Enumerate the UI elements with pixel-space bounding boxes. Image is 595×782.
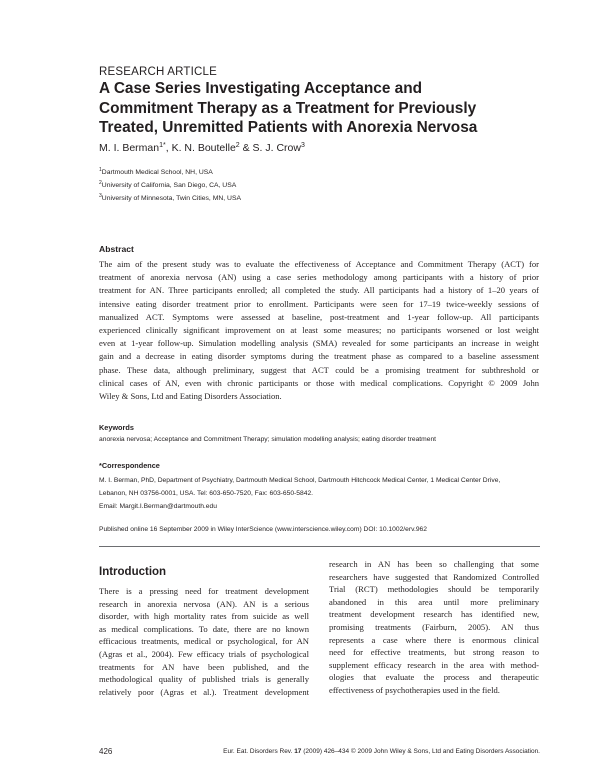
abstract-line: even at 1-year follow-up. Simulation modelling analysis (SMA) revealed for some participants an increase in weight [99,338,539,349]
affiliation-number: 1 [99,167,102,173]
abstract-line: gain and a decrease in eating disorder symptoms during the treatment phase as compared to a baseline assessment [99,351,539,362]
keywords-text: anorexia nervosa; Acceptance and Commitment Therapy; simulation modelling analysis; eating disorder treatment [99,436,437,443]
body-line: Trial (RCT) methodologies should be temporarily [329,584,539,595]
author-affiliation-mark: 1* [159,142,166,149]
affiliation [99,166,241,179]
introduction-heading: Introduction [99,566,167,578]
correspondence-text [99,474,539,514]
abstract-line: phase. These data, although preliminary, suggest that ACT could be a promising treatment for subthreshold or [99,364,539,375]
body-line: relatively poor (Agras et al.). Treatment development [99,686,309,697]
body-line: ologies that evaluate the process and therapeutic [329,672,539,683]
affiliations [99,166,241,205]
introduction-right-column [329,558,539,697]
author-affiliation-mark: 3 [300,142,305,149]
affiliation-text: Dartmouth Medical School, NH, USA [101,169,213,176]
affiliation [99,192,241,205]
footer-copyright: (2009) 426–434 © 2009 John Wiley & Sons, Ltd and Eating Disorders Association. [301,748,540,755]
body-line: methodological quality of published trials is generally [99,674,309,685]
body-line: efficacious treatments, medical or psychological, for AN [99,636,309,647]
body-line: need for effective treatments, but strong reason to [329,647,539,658]
footer-citation [223,748,540,755]
article-title [99,79,539,138]
abstract-body [99,258,539,403]
body-line: researchers have suggested that Randomized Controlled [329,571,539,582]
abstract-line: Wiley & Sons, Ltd and Eating Disorders Association. [99,391,282,402]
author-affiliation-mark: 2 [235,142,240,149]
abstract-line: treatment for AN. Three participants enrolled; all completed the study. All participants had a history of 1–20 years of [99,285,539,296]
abstract-line: clinical cases of AN, even with chronic participants or those with medical complications. Copyright © 2009 John [99,377,539,388]
title-line: Treated, Unremitted Patients with Anorexia Nervosa [99,119,478,136]
affiliation-number: 2 [99,180,102,186]
author-separator: , [165,142,172,154]
abstract-line: intensive eating disorder treatment prior to enrollment. Participants were seen for 17–19 twice-weekly sessions of [99,298,539,309]
body-line: research in AN has been so challenging that some [329,559,539,569]
correspondence-line: M. I. Berman, PhD, Department of Psychiatry, Dartmouth Medical School, Dartmouth Hitchcock Medical Center, 1 Medical Center Drive, [99,477,501,484]
affiliation-text: University of Minnesota, Twin Cities, MN, USA [101,195,242,202]
author-name: S. J. Crow [252,142,301,154]
body-line: (Agras et al., 2004). Few efficacy trials of psychological [99,648,309,659]
affiliation [99,179,241,192]
author-list [99,142,305,154]
keywords-heading: Keywords [99,423,134,432]
abstract-line: manualized ACT. Symptoms were assessed at baseline, post-treatment and 1-year follow-up. All participants [99,311,539,322]
footer-journal-name: Eur. Eat. Disorders Rev. [223,748,295,755]
body-line: There is a pressing need for treatment development [99,586,309,596]
body-line: represents a case where there is enormous clinical [329,634,539,645]
body-line: treatments for AN have been published, and the [99,661,309,672]
publication-info: Published online 16 September 2009 in Wiley InterScience (www.interscience.wiley.com) DOI: 10.1002/erv.962 [99,526,427,533]
body-line: treatment development research has identified new, [329,609,539,620]
author-name: M. I. Berman [99,142,160,154]
abstract-line: The aim of the present study was to evaluate the effectiveness of Acceptance and Commitment Therapy (ACT) for [99,259,539,269]
abstract-line: treatment of anorexia nervosa (AN) using a case series methodology among participants with a history of prior [99,272,539,283]
page-number: 426 [99,747,113,756]
author-name: K. N. Boutelle [171,142,236,154]
correspondence-line: Lebanon, NH 03756-0001, USA. Tel: 603-650-7520, Fax: 603-650-5842. [99,490,314,498]
body-line: disorder, with high mortality rates from suicide as well [99,611,309,622]
footer-volume: 17 [294,748,302,755]
affiliation-text: University of California, San Diego, CA, USA [101,182,237,189]
introduction-left-column [99,585,309,698]
author-separator: & [239,142,253,154]
correspondence-email[interactable]: Email: Margit.I.Berman@dartmouth.edu [99,503,217,511]
abstract-heading: Abstract [99,244,134,254]
correspondence-heading: *Correspondence [99,461,160,470]
affiliation-number: 3 [99,193,102,199]
body-line: promising treatments (Fairburn, 2005). AN thus [329,621,539,632]
title-line: Commitment Therapy as a Treatment for Previously [99,99,477,117]
body-line: effectiveness of psychotherapies used in the field. [329,684,500,695]
body-line: research in anorexia nervosa (AN). AN is a serious [99,598,309,609]
body-line: as medical complications. To date, there are no known [99,623,309,634]
title-line: A Case Series Investigating Acceptance and [99,80,423,97]
section-divider [99,546,540,547]
article-type: RESEARCH ARTICLE [99,66,218,78]
body-line: abandoned in this area until more preliminary [329,596,539,607]
abstract-line: experienced clinically significant improvement on at least some measures; no participants worsened or lost weight [99,325,539,336]
body-line: supplement efficacy research in the area with method- [329,659,539,670]
